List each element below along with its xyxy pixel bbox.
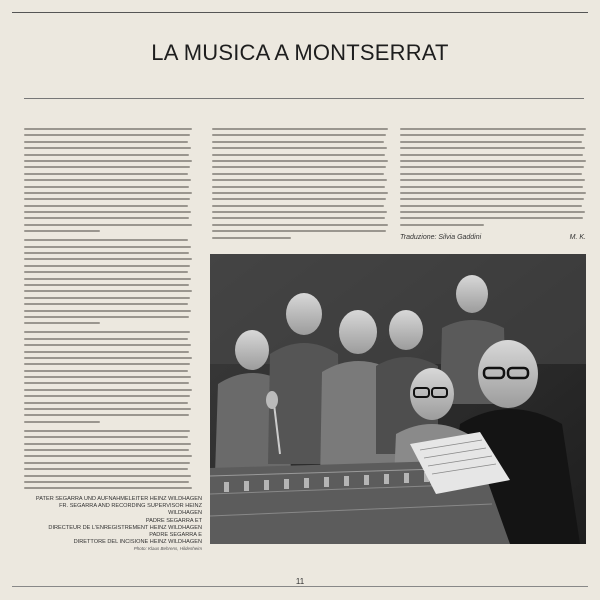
text-line-placeholder bbox=[400, 141, 582, 143]
text-line-placeholder bbox=[24, 154, 189, 156]
photograph-scene bbox=[210, 254, 586, 544]
text-line-placeholder bbox=[24, 414, 189, 416]
text-line-placeholder bbox=[212, 141, 384, 143]
top-rule bbox=[12, 12, 588, 13]
page-title: LA MUSICA A MONTSERRAT bbox=[151, 40, 449, 65]
text-line-placeholder bbox=[24, 128, 192, 130]
text-line-placeholder bbox=[24, 430, 190, 432]
text-line-placeholder bbox=[24, 376, 191, 378]
text-line-placeholder bbox=[24, 310, 191, 312]
text-line-placeholder bbox=[24, 297, 190, 299]
text-line-placeholder bbox=[400, 198, 584, 200]
text-line-placeholder bbox=[24, 192, 192, 194]
author-initials: M. K. bbox=[569, 234, 586, 241]
text-line-placeholder bbox=[400, 160, 586, 162]
text-line-placeholder bbox=[24, 395, 190, 397]
text-line-placeholder bbox=[400, 154, 583, 156]
title-divider bbox=[24, 98, 584, 99]
text-line-placeholder bbox=[212, 128, 388, 130]
text-line-placeholder bbox=[400, 224, 484, 226]
text-line-placeholder bbox=[24, 389, 192, 391]
text-line-placeholder bbox=[24, 303, 188, 305]
text-line-placeholder bbox=[212, 166, 386, 168]
text-line-placeholder bbox=[24, 449, 189, 451]
text-line-placeholder bbox=[212, 154, 385, 156]
text-line-placeholder bbox=[24, 408, 191, 410]
text-line-placeholder bbox=[212, 198, 386, 200]
text-line-placeholder bbox=[24, 252, 189, 254]
text-line-placeholder bbox=[24, 224, 192, 226]
text-line-placeholder bbox=[24, 462, 190, 464]
text-line-placeholder bbox=[212, 173, 384, 175]
caption-line: DIRETTORE DEL INCISIONE HEINZ WILDHAGEN bbox=[73, 539, 202, 546]
text-line-placeholder bbox=[24, 357, 192, 359]
text-line-placeholder bbox=[24, 284, 189, 286]
text-line-placeholder bbox=[212, 205, 384, 207]
text-line-placeholder bbox=[24, 186, 189, 188]
photo-caption bbox=[32, 496, 202, 546]
text-line-placeholder bbox=[24, 475, 191, 477]
text-line-placeholder bbox=[212, 224, 388, 226]
text-line-placeholder bbox=[24, 211, 191, 213]
photo-credit: Photo: Klaus Behrens, Hildesheim bbox=[133, 546, 202, 551]
text-line-placeholder bbox=[400, 211, 585, 213]
text-line-placeholder bbox=[212, 217, 385, 219]
text-line-placeholder bbox=[24, 205, 188, 207]
article-column-2 bbox=[212, 128, 388, 246]
text-line-placeholder bbox=[400, 205, 582, 207]
text-line-placeholder bbox=[24, 331, 190, 333]
text-line-placeholder bbox=[24, 344, 191, 346]
page-number: 11 bbox=[295, 577, 305, 586]
text-line-placeholder bbox=[24, 455, 192, 457]
caption-line: PADRE SEGARRA E bbox=[149, 532, 202, 539]
text-line-placeholder bbox=[24, 351, 189, 353]
text-line-placeholder bbox=[24, 166, 190, 168]
text-line-placeholder bbox=[24, 402, 188, 404]
text-line-placeholder bbox=[24, 443, 191, 445]
text-line-placeholder bbox=[24, 421, 100, 423]
caption-line: FR. SEGARRA AND RECORDING SUPERVISOR HEINZ WILDHAGEN bbox=[59, 503, 202, 517]
text-line-placeholder bbox=[24, 481, 189, 483]
text-line-placeholder bbox=[24, 436, 188, 438]
text-line-placeholder bbox=[212, 160, 388, 162]
text-line-placeholder bbox=[24, 338, 188, 340]
text-line-placeholder bbox=[24, 179, 191, 181]
text-line-placeholder bbox=[212, 186, 385, 188]
text-line-placeholder bbox=[24, 230, 100, 232]
translator-credit: Traduzione: Silvia Gaddini bbox=[400, 234, 482, 241]
article-column-1 bbox=[24, 128, 192, 494]
text-line-placeholder bbox=[24, 271, 188, 273]
text-line-placeholder bbox=[400, 147, 585, 149]
text-line-placeholder bbox=[24, 316, 189, 318]
text-line-placeholder bbox=[24, 173, 188, 175]
text-line-placeholder bbox=[212, 134, 386, 136]
text-line-placeholder bbox=[400, 217, 583, 219]
text-line-placeholder bbox=[212, 211, 387, 213]
text-line-placeholder bbox=[24, 141, 188, 143]
bottom-rule bbox=[12, 586, 588, 587]
text-line-placeholder bbox=[24, 278, 191, 280]
caption-line: PATER SEGARRA UND AUFNAHMELEITER HEINZ WILDHAGEN bbox=[35, 496, 202, 502]
text-line-placeholder bbox=[400, 128, 586, 130]
text-line-placeholder bbox=[24, 290, 192, 292]
text-line-placeholder bbox=[24, 487, 192, 489]
text-line-placeholder bbox=[24, 246, 191, 248]
text-line-placeholder bbox=[24, 322, 100, 324]
article-column-3 bbox=[400, 128, 586, 233]
text-line-placeholder bbox=[24, 198, 190, 200]
text-line-placeholder bbox=[400, 179, 585, 181]
text-line-placeholder bbox=[212, 179, 387, 181]
text-line-placeholder bbox=[24, 217, 189, 219]
text-line-placeholder bbox=[212, 230, 386, 232]
text-line-placeholder bbox=[24, 160, 192, 162]
text-line-placeholder bbox=[400, 173, 582, 175]
text-line-placeholder bbox=[400, 186, 583, 188]
text-line-placeholder bbox=[24, 363, 190, 365]
text-line-placeholder bbox=[24, 468, 188, 470]
text-line-placeholder bbox=[24, 370, 188, 372]
text-line-placeholder bbox=[212, 147, 387, 149]
text-line-placeholder bbox=[24, 134, 190, 136]
text-line-placeholder bbox=[24, 265, 190, 267]
caption-line: DIRECTEUR DE L'ENREGISTREMENT HEINZ WILDHAGEN bbox=[48, 524, 202, 531]
text-line-placeholder bbox=[400, 134, 584, 136]
caption-line: PADRE SEGARRA ET bbox=[145, 517, 202, 524]
text-line-placeholder bbox=[24, 382, 189, 384]
text-line-placeholder bbox=[24, 258, 192, 260]
text-line-placeholder bbox=[212, 192, 388, 194]
text-line-placeholder bbox=[24, 239, 188, 241]
text-line-placeholder bbox=[400, 166, 584, 168]
text-line-placeholder bbox=[212, 237, 291, 239]
text-line-placeholder bbox=[24, 147, 191, 149]
photograph bbox=[210, 254, 586, 544]
text-line-placeholder bbox=[400, 192, 586, 194]
